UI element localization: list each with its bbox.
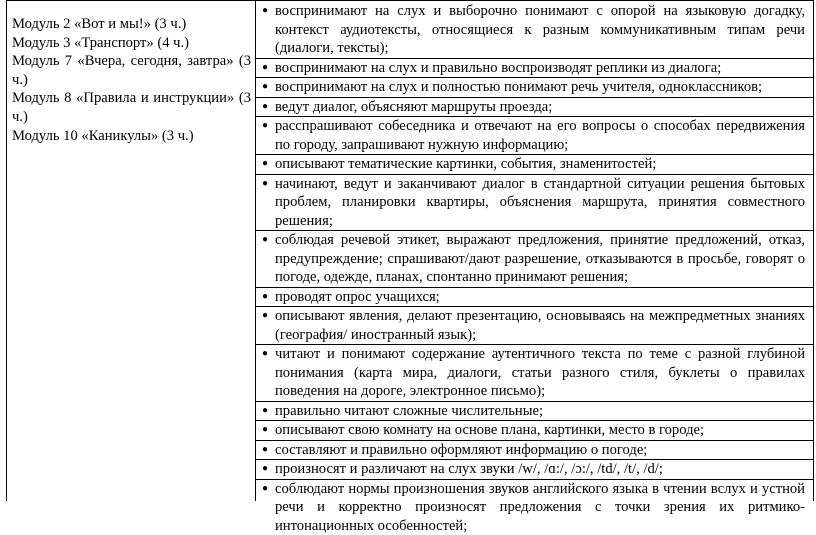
list-item xyxy=(256,155,813,175)
list-item xyxy=(256,78,813,98)
module-entry: Модуль 3 «Транспорт» (4 ч.) xyxy=(12,34,255,53)
list-item xyxy=(256,231,813,288)
activity-text: воспринимают на слух и правильно воспроизводят реплики из диалога; xyxy=(275,59,805,78)
activity-text: правильно читают сложные числительные; xyxy=(275,402,805,421)
module-entry: Модуль 7 «Вчера, сегодня, завтра» (3 ч.) xyxy=(12,52,255,89)
bullet-dot-icon: ● xyxy=(262,402,268,421)
bullet-dot-icon: ● xyxy=(262,175,268,194)
bullet-dot-icon: ● xyxy=(262,155,268,174)
activity-text: ведут диалог, объясняют маршруты проезда; xyxy=(275,98,805,117)
bullet-dot-icon: ● xyxy=(262,2,268,21)
bullet-dot-icon: ● xyxy=(262,98,268,117)
list-item xyxy=(256,307,813,345)
bullet-dot-icon: ● xyxy=(262,288,268,307)
activity-text: соблюдают нормы произношения звуков английского языка в чтении вслух и устной речи и корректно произносят предложения с точки зрения их ритмико-интонационных особенностей; xyxy=(275,480,805,535)
bullet-dot-icon: ● xyxy=(262,421,268,440)
activity-text: воспринимают на слух и выборочно понимают с опорой на языковую догадку, контекст аудиотексты, относящиеся к разным коммуникативным типам речи (диалоги, тексты); xyxy=(275,2,805,58)
activity-text: описывают явления, делают презентацию, основываясь на межпредметных знаниях (география/ иностранный язык); xyxy=(275,307,805,344)
bullet-dot-icon: ● xyxy=(262,345,268,364)
activity-text: проводят опрос учащихся; xyxy=(275,288,805,307)
list-item xyxy=(256,441,813,461)
list-item xyxy=(256,2,813,59)
list-item xyxy=(256,288,813,308)
list-item xyxy=(256,59,813,79)
modules-column xyxy=(7,1,256,501)
list-item xyxy=(256,402,813,422)
list-item xyxy=(256,421,813,441)
list-item xyxy=(256,345,813,402)
activities-list xyxy=(260,2,805,535)
activity-text: произносят и различают на слух звуки /w/, /ɑ:/, /ɔ:/, /td/, /t/, /d/; xyxy=(275,460,805,479)
module-entry: Модуль 10 «Каникулы» (3 ч.) xyxy=(12,127,255,146)
bullet-dot-icon: ● xyxy=(262,117,268,136)
module-entry: Модуль 2 «Вот и мы!» (3 ч.) xyxy=(12,15,255,34)
bullet-dot-icon: ● xyxy=(262,307,268,326)
list-item xyxy=(256,98,813,118)
curriculum-table xyxy=(6,0,814,501)
bullet-dot-icon: ● xyxy=(262,441,268,460)
bullet-dot-icon: ● xyxy=(262,78,268,97)
bullet-dot-icon: ● xyxy=(262,231,268,250)
activity-text: составляют и правильно оформляют информацию о погоде; xyxy=(275,441,805,460)
activity-text: соблюдая речевой этикет, выражают предложения, принятие предложений, отказ, предупреждение; спрашивают/дают разрешение, отказываются в просьбе, говорят о погоде, одежде, планах, спонтанно принимают решения; xyxy=(275,231,805,287)
list-item xyxy=(256,480,813,535)
activity-text: расспрашивают собеседника и отвечают на его вопросы о способах передвижения по городу, запрашивают нужную информацию; xyxy=(275,117,805,154)
list-item xyxy=(256,175,813,232)
bullet-dot-icon: ● xyxy=(262,460,268,479)
activity-text: описывают тематические картинки, события, знаменитостей; xyxy=(275,155,805,174)
activity-text: начинают, ведут и заканчивают диалог в стандартной ситуации решения бытовых проблем, планировки квартиры, объяснения маршрута, принятия совместного решения; xyxy=(275,175,805,231)
bullet-dot-icon: ● xyxy=(262,59,268,78)
activity-text: читают и понимают содержание аутентичного текста по теме с разной глубиной понимания (карта мира, диалоги, статьи разного стиля, буклеты о правилах поведения на дороге, электронное письмо); xyxy=(275,345,805,401)
bullet-dot-icon: ● xyxy=(262,480,268,499)
activities-column xyxy=(256,1,813,501)
list-item xyxy=(256,117,813,155)
activity-text: воспринимают на слух и полностью понимают речь учителя, одноклассников; xyxy=(275,78,805,97)
activity-text: описывают свою комнату на основе плана, картинки, место в городе; xyxy=(275,421,805,440)
module-entry: Модуль 8 «Правила и инструкции» (3 ч.) xyxy=(12,89,255,126)
list-item xyxy=(256,460,813,480)
